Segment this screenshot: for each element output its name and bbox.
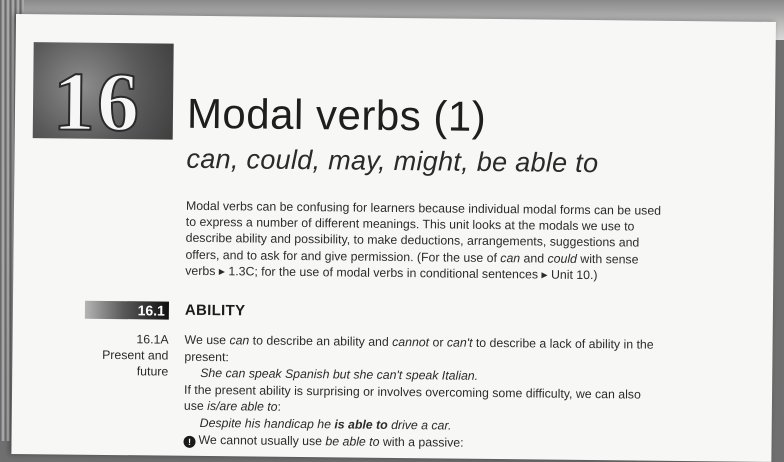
- intro-line: verbs ▸ 1.3C; for the use of modal verbs in conditional sentences ▸ Unit 10.): [185, 263, 598, 282]
- section-number: 16.1: [137, 302, 165, 319]
- unit-title: Modal verbs (1): [186, 89, 487, 140]
- body-text: We cannot usually use: [198, 432, 326, 448]
- unit-badge: [33, 42, 174, 150]
- term-can: can: [229, 333, 250, 348]
- section-number-bar: [85, 301, 169, 320]
- subsection-number: 16.1A: [136, 332, 169, 347]
- intro-term-can: can: [500, 250, 521, 265]
- intro-term-could: could: [547, 251, 578, 266]
- example-text: Despite his handicap he: [199, 415, 335, 432]
- body-line: present:: [184, 349, 229, 364]
- intro-paragraph: [185, 198, 726, 285]
- intro-text: and: [520, 250, 548, 266]
- term-cannot: cannot: [392, 334, 430, 350]
- example-text: drive a car.: [387, 417, 452, 433]
- body-text: :: [277, 400, 282, 415]
- subsection-label-line: future: [136, 364, 169, 379]
- body-text: to describe an ability and: [249, 333, 393, 349]
- subsection-label-line: Present and: [102, 347, 169, 363]
- intro-text: with sense: [576, 251, 639, 267]
- term-be-able-to: be able to: [325, 433, 380, 449]
- body-text: We use: [184, 332, 230, 348]
- body-text: with a passive:: [379, 434, 464, 450]
- body-line: If the present ability is surprising or involves overcoming some difficulty, we can also: [184, 382, 641, 402]
- term-is-are-able-to: is/are able to: [207, 399, 278, 415]
- example-highlight: is able to: [334, 417, 388, 432]
- unit-subtitle: can, could, may, might, be able to: [186, 143, 599, 179]
- intro-line: to express a number of different meanings. This unit looks at the modals we use to: [185, 214, 635, 234]
- subsection-label: [82, 331, 168, 380]
- body-text: or: [429, 335, 447, 350]
- section-title: ABILITY: [184, 301, 246, 320]
- example-sentence: She can speak Spanish but she can't speak Italian.: [200, 366, 479, 384]
- book-page: [11, 14, 776, 462]
- term-cant: can't: [446, 335, 473, 350]
- warning-icon: !: [183, 435, 195, 447]
- section-body: [183, 332, 734, 454]
- body-text: to describe a lack of ability in the: [472, 335, 654, 352]
- intro-line: describe ability and possibility, to make deductions, arrangements, suggestions and: [185, 231, 640, 250]
- intro-line: Modal verbs can be confusing for learners because individual modal forms can be used: [185, 198, 662, 218]
- unit-number: 16: [52, 55, 142, 150]
- body-text: use: [183, 399, 208, 414]
- intro-text: offers, and to ask for and give permission. (For the use of: [185, 247, 501, 265]
